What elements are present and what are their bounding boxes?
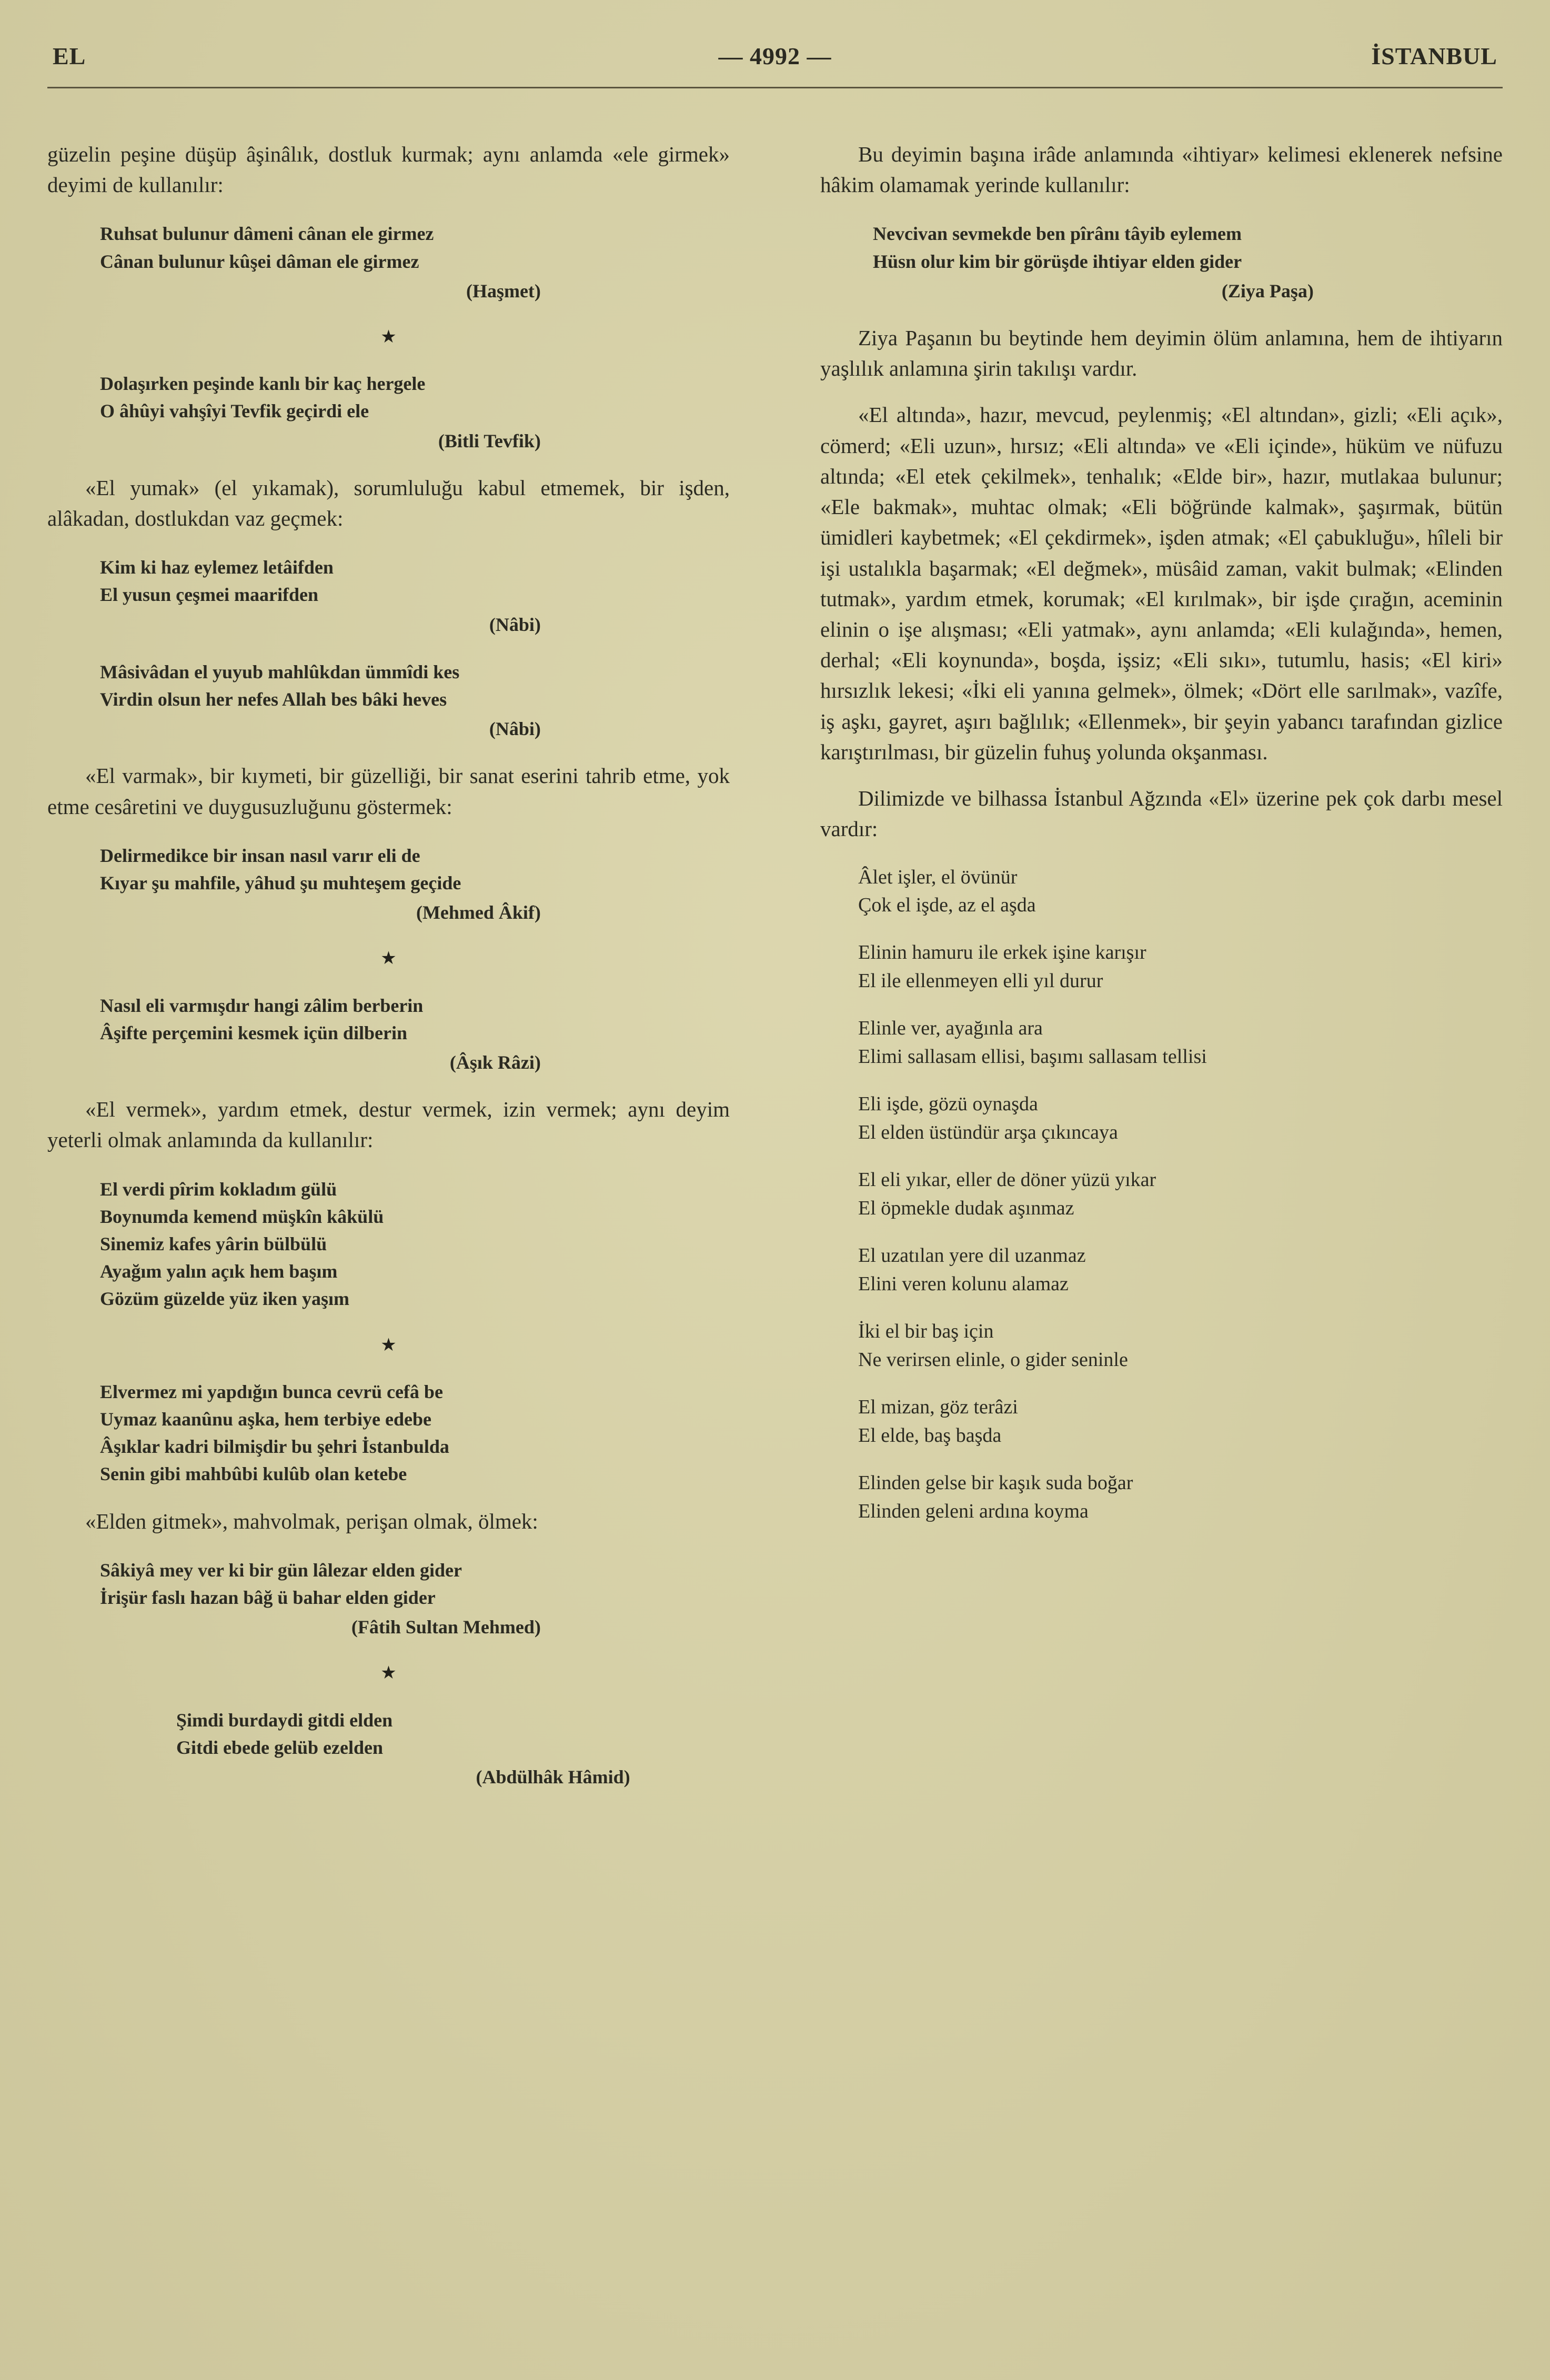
proverb-line: Elinden geleni ardına koyma: [858, 1500, 1089, 1522]
proverb-group: [858, 1393, 1503, 1450]
verse-line: Âşifte perçemini kesmek içün dilberin: [100, 1022, 407, 1043]
paragraph: güzelin peşine düşüp âşinâlık, dostluk kurmak; aynı anlamda «ele girmek» deyimi de kullanılır:: [47, 142, 730, 197]
verse-block: [100, 992, 730, 1077]
proverb-line: Çok el işde, az el aşda: [858, 894, 1036, 917]
verse-block: [100, 1176, 730, 1313]
proverb-group: [858, 863, 1503, 920]
proverb-line: El ile ellenmeyen elli yıl durur: [858, 970, 1103, 992]
proverb-group: [858, 1242, 1503, 1299]
star-separator-icon: ★: [380, 1663, 397, 1683]
verse-block: [100, 554, 730, 638]
verse-line: El yusun çeşmei maarifden: [100, 584, 319, 606]
paragraph: Bu deyimin başına irâde anlamında «ihtiyar» kelimesi eklenerek nefsine hâkim olamamak yerinde kullanılır:: [820, 142, 1503, 197]
verse-attribution: (Fâtih Sultan Mehmed): [351, 1616, 541, 1638]
verse-attribution: (Ziya Paşa): [1221, 280, 1314, 302]
proverb-line: Ne verirsen elinle, o gider seninle: [858, 1348, 1128, 1371]
proverb-line: İki el bir baş için: [858, 1320, 994, 1342]
page-number: — 4992 —: [718, 43, 832, 69]
verse-line: İrişür faslı hazan bâğ ü bahar elden gider: [100, 1587, 436, 1609]
verse-attribution: (Haşmet): [466, 280, 541, 302]
proverb-line: Elinden gelse bir kaşık suda boğar: [858, 1471, 1133, 1494]
star-separator-icon: ★: [380, 1335, 397, 1355]
proverb-group: [858, 1469, 1503, 1526]
verse-line: Kim ki haz eylemez letâifden: [100, 557, 334, 578]
verse-line: Cânan bulunur kûşei dâman ele girmez: [100, 250, 419, 272]
proverb-line: Elini veren kolunu alamaz: [858, 1272, 1069, 1295]
paragraph: «El vermek», yardım etmek, destur vermek, izin vermek; aynı deyim yeterli olmak anlamında da kullanılır:: [47, 1097, 730, 1152]
verse-line: Hüsn olur kim bir görüşde ihtiyar elden gider: [873, 250, 1242, 272]
paragraph: Dilimizde ve bilhassa İstanbul Ağzında «El» üzerine pek çok darbı mesel vardır:: [820, 786, 1503, 841]
verse-line: Dolaşırken peşinde kanlı bir kaç hergele: [100, 373, 426, 395]
proverb-line: El uzatılan yere dil uzanmaz: [858, 1244, 1086, 1267]
running-title-right: İSTANBUL: [1371, 43, 1497, 69]
verse-line: Virdin olsun her nefes Allah bes bâki heves: [100, 689, 447, 710]
text-column-right: [820, 123, 1503, 1809]
text-column-left: [47, 123, 730, 1809]
verse-line: Delirmedikce bir insan nasıl varır eli de: [100, 845, 420, 866]
verse-block: [100, 1378, 730, 1488]
proverb-group: [858, 1166, 1503, 1223]
verse-line: Gitdi ebede gelüb ezelden: [176, 1736, 383, 1758]
text-columns: [47, 123, 1503, 1809]
proverb-line: Âlet işler, el övünür: [858, 866, 1018, 888]
verse-line: Nasıl eli varmışdır hangi zâlim berberin: [100, 995, 424, 1016]
proverb-group: [858, 939, 1503, 996]
verse-line: Âşıklar kadri bilmişdir bu şehri İstanbulda: [100, 1436, 449, 1458]
page-header: [47, 42, 1503, 88]
proverb-line: El elde, baş başda: [858, 1424, 1002, 1447]
paragraph: «Elden gitmek», mahvolmak, perişan olmak, ölmek:: [85, 1509, 538, 1533]
verse-line: Senin gibi mahbûbi kulûb olan ketebe: [100, 1463, 407, 1485]
verse-block: [100, 370, 730, 455]
verse-line: Nevcivan sevmekde ben pîrânı tâyib eylemem: [873, 223, 1242, 245]
verse-block: [100, 842, 730, 927]
proverb-line: Elimi sallasam ellisi, başımı sallasam tellisi: [858, 1046, 1207, 1068]
verse-attribution: (Nâbi): [489, 718, 541, 740]
proverb-line: El eli yıkar, eller de döner yüzü yıkar: [858, 1169, 1156, 1191]
paragraph: Ziya Paşanın bu beytinde hem deyimin ölüm anlamına, hem de ihtiyarın yaşlılık anlamına şirin takılışı vardır.: [820, 326, 1503, 381]
paragraph: «El varmak», bir kıymeti, bir güzelliği, bir sanat eserini tahrib etme, yok etme cesâretini ve duygusuzluğunu göstermek:: [47, 764, 730, 819]
verse-line: Elvermez mi yapdığın bunca cevrü cefâ be: [100, 1381, 443, 1402]
paragraph: «El yumak» (el yıkamak), sorumluluğu kabul etmemek, bir işden, alâkadan, dostlukdan vaz geçmek:: [47, 475, 730, 531]
proverb-line: Elinin hamuru ile erkek işine karışır: [858, 941, 1146, 964]
verse-line: O âhûyi vahşîyi Tevfik geçirdi ele: [100, 400, 369, 422]
proverb-line: El elden üstündür arşa çıkıncaya: [858, 1121, 1118, 1144]
verse-block: [873, 220, 1503, 305]
verse-line: El verdi pîrim kokladım gülü: [100, 1178, 337, 1200]
proverb-group: [858, 1318, 1503, 1374]
proverb-group: [858, 1015, 1503, 1071]
verse-line: Sâkiyâ mey ver ki bir gün lâlezar elden gider: [100, 1559, 462, 1581]
verse-block: [100, 220, 730, 305]
verse-attribution: (Âşık Râzi): [449, 1052, 541, 1073]
proverb-group: [858, 1090, 1503, 1147]
paragraph: «El altında», hazır, mevcud, peylenmiş; «El altından», gizli; «Eli açık», cömerd; «Eli uzun», hırsız; «Eli altında» ve «Eli içinde», hüküm ve nüfuzu altında; «El etek çekilmek», tenhalık; «Elde bir», hazır, mutlakaa bulunur; «Ele bakmak», muhtac olmak; «Eli böğründe kalmak», şaşırmak, bütün ümidleri kaybetmek; «El çekdirmek», işden atmak; «El çabukluğu», hîleli bir işi ustalıkla başarmak; «El değmek», müsâid zaman, vakit bulmak; «Elinden tutmak», yardım etmek, korumak; «El kırılmak», bir işde çırağın, aceminin elinin o işe alışması; «Eli yatmak», aynı anlamda; «Eli kulağında», hemen, derhal; «Eli koynunda», boşda, işsiz; «Eli sıkı», tutumlu, hasis; «El kiri» hırsızlık lekesi; «İki eli yanına gelmek», ölmek; «Dört elle sarılmak», vazîfe, iş aşkı, gayret, aşırı bağlılık; «Ellenmek», bir şeyin yabancı tarafından gizlice karıştırılması, bir güzelin fuhuş yolunda okşanması.: [820, 403, 1503, 764]
verse-line: Uymaz kaanûnu aşka, hem terbiye edebe: [100, 1409, 432, 1430]
verse-attribution: (Mehmed Âkif): [416, 902, 541, 923]
verse-line: Ruhsat bulunur dâmeni cânan ele girmez: [100, 223, 434, 245]
verse-line: Mâsivâdan el yuyub mahlûkdan ümmîdi kes: [100, 661, 460, 682]
verse-line: Gözüm güzelde yüz iken yaşım: [100, 1288, 349, 1310]
verse-line: Şimdi burdaydi gitdi elden: [176, 1709, 393, 1731]
proverb-line: Elinle ver, ayağınla ara: [858, 1017, 1043, 1040]
verse-line: Kıyar şu mahfile, yâhud şu muhteşem geçide: [100, 872, 461, 894]
verse-block: [176, 1706, 730, 1791]
running-title-left: EL: [53, 43, 86, 69]
proverb-line: El öpmekle dudak aşınmaz: [858, 1197, 1074, 1220]
verse-line: Boynumda kemend müşkîn kâkülü: [100, 1206, 384, 1227]
star-separator-icon: ★: [380, 327, 397, 347]
proverb-line: Eli işde, gözü oynaşda: [858, 1093, 1038, 1116]
verse-attribution: (Abdülhâk Hâmid): [476, 1766, 630, 1788]
verse-block: [100, 1556, 730, 1641]
verse-block: [100, 658, 730, 743]
verse-attribution: (Nâbi): [489, 614, 541, 635]
verse-line: Sinemiz kafes yârin bülbülü: [100, 1233, 327, 1255]
verse-attribution: (Bitli Tevfik): [438, 430, 541, 451]
proverb-line: El mizan, göz terâzi: [858, 1395, 1018, 1418]
star-separator-icon: ★: [380, 949, 397, 969]
verse-line: Ayağım yalın açık hem başım: [100, 1261, 338, 1282]
